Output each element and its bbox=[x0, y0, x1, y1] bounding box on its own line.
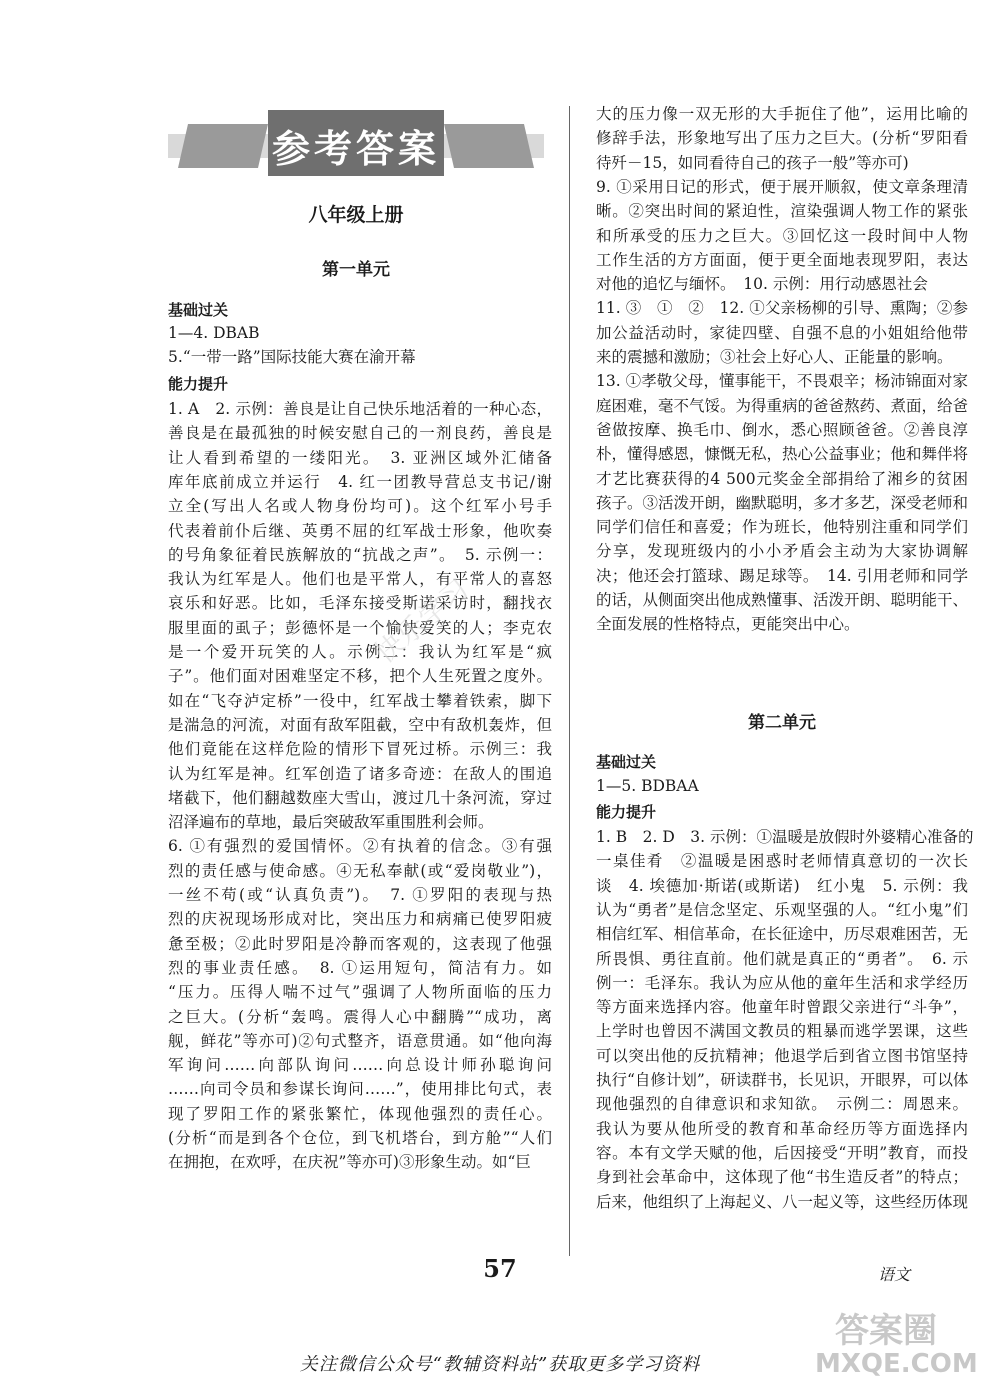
ability-answer-line: 如在“飞夺泸定桥”一役中，红军战士攀着铁索，脚下 bbox=[168, 691, 552, 710]
unit2-ability-line: 我认为要从他所受的教育和革命经历等方面选择内 bbox=[596, 1119, 968, 1138]
answer-line: 全面发展的性格特点，更能突出中心。 bbox=[596, 615, 860, 634]
ability-answer-line: 是一个爱开玩笑的人。示例二：我认为红军是“疯 bbox=[168, 643, 552, 661]
answer-line: 决；他还会打篮球、踢足球等。 14. 引用老师和同学 bbox=[596, 566, 968, 585]
unit2-ability-line: 现他强烈的自律意识和求知欲。 示例二：周恩来。 bbox=[596, 1095, 968, 1114]
unit2-ability-line: 可以突出他的反抗精神；他退学后到省立图书馆坚持 bbox=[596, 1046, 968, 1065]
ability-answer-line: 烈的事业责任感。 8. ①运用短句，简洁有力。如 bbox=[168, 958, 552, 977]
ability-answer-line: 是湍急的河流，对面有敌军阻截，空中有敌机轰炸，但 bbox=[168, 715, 552, 734]
basic-label: 基础过关 bbox=[168, 301, 229, 319]
banner-title: 参考答案 bbox=[271, 127, 440, 171]
answer-line: 朴，懂得感恩，慷慨无私，热心公益事业；他和舞伴将 bbox=[596, 445, 969, 464]
ability-answer-line: 服里面的虱子；彭德怀是一个愉快爱笑的人；李克农 bbox=[168, 618, 552, 637]
ability-answer-line: 一丝不苟(或“认真负责”)。 7. ①罗阳的表现与热 bbox=[168, 886, 552, 904]
ability-answer-line: 我认为红军是人。他们也是平常人，有平常人的喜怒 bbox=[168, 570, 552, 589]
unit2-ability-line: 一桌佳肴 ②温暖是困惑时老师情真意切的一次长 bbox=[596, 852, 968, 871]
answer-line: 来的震撼和激励；③社会上好心人、正能量的影响。 bbox=[596, 348, 953, 366]
unit2-ability-line: 上学时也曾因不满国文教员的粗暴而逃学罢课，这些 bbox=[596, 1022, 968, 1041]
ability-answer-line: 认为红军是神。红军创造了诸多奇迹：在敌人的围追 bbox=[168, 764, 552, 783]
answer-line: 爸做按摩、换毛巾、倒水，悉心照顾爸爸。②善良淳 bbox=[596, 420, 968, 439]
answer-line: 晰。②突出时间的紧迫性，渲染强调人物工作的紧张 bbox=[596, 202, 968, 221]
ability-answer-line: ……向司令员和参谋长询问……”，使用排比句式，表 bbox=[168, 1080, 552, 1099]
footer-notice: 关注微信公众号“教辅资料站”获取更多学习资料 bbox=[299, 1354, 701, 1375]
ability-answer-line: 立全(写出人名或人物身份均可)。这个红军小号手 bbox=[168, 497, 552, 516]
unit2-ability-line: 身到社会革命中，这体现了他“书生造反者”的特点； bbox=[596, 1168, 968, 1187]
unit2-basic-label: 基础过关 bbox=[596, 753, 657, 771]
unit2-title: 第二单元 bbox=[748, 713, 816, 733]
page-number: 57 bbox=[483, 1254, 517, 1283]
ability-answer-line: 现了罗阳工作的紧张繁忙，体现他强烈的责任心。 bbox=[168, 1104, 552, 1123]
basic-answer-line: 1—4. DBAB bbox=[168, 324, 260, 342]
ability-answer-line: 子”。他们面对困难坚定不移，把个人生死置之度外。 bbox=[168, 667, 552, 686]
ability-answer-line: 哀乐和好恶。比如，毛泽东接受斯诺采访时，翻找衣 bbox=[168, 594, 552, 613]
ability-answer-line: 烈的责任感与使命感。④无私奉献(或“爱岗敬业”)， bbox=[168, 861, 552, 880]
answer-line: 加公益活动时，家徒四壁、自强不息的小姐姐给他带 bbox=[596, 323, 968, 342]
ability-answer-line: (分析“而是到各个仓位，到飞机塔台，到方舱”“人们 bbox=[168, 1129, 552, 1147]
unit2-ability-line: 容。本有文学天赋的他，后因接受“开明”教育，而投 bbox=[596, 1143, 968, 1162]
answer-line: 才艺比赛获得的4 500元奖金全部捐给了湘乡的贫困 bbox=[596, 469, 968, 488]
answer-line: 分享，发现班级内的小小矛盾会主动为大家协调解 bbox=[596, 542, 968, 561]
ability-answer-line: 他们竟能在这样危险的情形下冒死过桥。示例三：我 bbox=[168, 740, 552, 759]
column-divider bbox=[569, 106, 570, 1256]
unit2-ability-line: 谈 4. 埃德加·斯诺(或斯诺) 红小鬼 5. 示例：我 bbox=[596, 876, 968, 895]
answer-line: 孩子。③活泼开朗，幽默聪明，多才多艺，深受老师和 bbox=[596, 493, 969, 512]
logo-url: MXQE.COM bbox=[815, 1349, 978, 1378]
answer-line: 工作生活的方方面面，便于更全面地表现罗阳，表达 bbox=[596, 250, 968, 269]
logo-text: 答案圈 bbox=[835, 1311, 937, 1351]
answer-line: 同学们信任和喜爱；作为班长，他特别注重和同学们 bbox=[596, 518, 968, 537]
answer-banner bbox=[168, 108, 544, 184]
grade-title: 八年级上册 bbox=[308, 204, 404, 226]
ability-answer-line: 沼泽遍布的草地，最后突破敌军重围胜利会师。 bbox=[168, 813, 494, 832]
ability-answer-line: 烈的庆祝现场形成对比，突出压力和病痛已使罗阳疲 bbox=[168, 910, 552, 929]
answer-line: 和所承受的压力之巨大。③回忆这一段时间中人物 bbox=[596, 226, 968, 245]
subject-label: 语文 bbox=[878, 1265, 911, 1284]
unit2-ability-label: 能力提升 bbox=[596, 803, 657, 821]
unit1-title: 第一单元 bbox=[322, 260, 390, 280]
unit2-ability-line: 等方面来选择内容。他童年时曾跟父亲进行“斗争”， bbox=[596, 998, 968, 1017]
answer-line: 修辞手法，形象地写出了压力之巨大。(分析“罗阳看 bbox=[596, 129, 968, 148]
ability-answer-line: “压力。压得人喘不过气”强调了人物所面临的压力 bbox=[168, 983, 552, 1002]
answer-line: 大的压力像一双无形的大手扼住了他”，运用比喻的 bbox=[596, 105, 968, 123]
unit2-basic-line: 1—5. BDBAA bbox=[596, 777, 699, 795]
ability-answer-line: 之巨大。(分析“轰鸣。震得人心中翻腾”“成功，离 bbox=[168, 1007, 552, 1026]
unit2-ability-line: 例一：毛泽东。我认为应从他的童年生活和求学经历 bbox=[596, 973, 968, 992]
ability-answer-line: 堵截下，他们翻越数座大雪山，渡过几十条河流，穿过 bbox=[168, 788, 552, 807]
ability-answer-line: 舰，鲜花”等亦可)②句式整齐，语意贯通。如“他向海 bbox=[168, 1031, 552, 1050]
ability-answer-line: 善良是在最孤独的时候安慰自己的一剂良药，善良是 bbox=[168, 424, 552, 443]
unit2-ability-line: 后来，他组织了上海起义、八一起义等，这些经历体现 bbox=[596, 1192, 969, 1211]
basic-answer-line: 5.“一带一路”国际技能大赛在渝开幕 bbox=[168, 348, 416, 367]
ability-label: 能力提升 bbox=[168, 375, 229, 393]
ability-answer-line: 6. ①有强烈的爱国情怀。②有执着的信念。③有强 bbox=[168, 837, 552, 856]
ability-answer-line: 库年底前成立并运行 4. 红一团教导营总支书记/谢 bbox=[168, 472, 552, 491]
unit2-ability-line: 所畏惧、勇往直前。他们就是真正的“勇者”。 6. 示 bbox=[596, 949, 968, 968]
answer-line: 待歼－15，如同看待自己的孩子一般”等亦可) bbox=[596, 153, 909, 172]
ability-answer-line: 惫至极；②此时罗阳是冷静而客观的，这表现了他强 bbox=[168, 934, 552, 953]
ability-answer-line: 1. A 2. 示例：善良是让自己快乐地活着的一种心态， bbox=[168, 400, 552, 418]
unit2-ability-line: 1. B 2. D 3. 示例：①温暖是放假时外婆精心准备的 bbox=[596, 828, 974, 846]
unit2-ability-line: 执行“自修计划”，研读群书，长见识，开眼界，可以体 bbox=[596, 1071, 969, 1089]
ability-answer-line: 的号角象征着民族解放的“抗战之声”。 5. 示例一： bbox=[168, 545, 552, 564]
answer-line: 9. ①采用日记的形式，便于展开顺叙，使文章条理清 bbox=[596, 177, 968, 196]
ability-answer-line: 代表着前仆后继、英勇不屈的红军战士形象，他吹奏 bbox=[168, 521, 552, 540]
ability-answer-line: 让人看到希望的一缕阳光。 3. 亚洲区域外汇储备 bbox=[168, 448, 552, 467]
answer-line: 对他的追忆与缅怀。 10. 示例：用行动感恩社会 bbox=[596, 275, 928, 294]
ability-answer-line: 军询问……向部队询问……向总设计师孙聪询问 bbox=[168, 1056, 552, 1075]
stamp-watermark: 快乐学习 bbox=[368, 572, 476, 670]
ability-answer-line: 在拥抱，在欢呼，在庆祝”等亦可)③形象生动。如“巨 bbox=[168, 1153, 531, 1172]
answer-line: 13. ①孝敬父母，懂事能干，不畏艰辛；杨沛锦面对家 bbox=[596, 372, 968, 391]
answer-line: 的话，从侧面突出他成熟懂事、活泼开朗、聪明能干、 bbox=[596, 591, 969, 609]
unit2-ability-line: 相信红军、相信革命，在长征途中，历尽艰难困苦，无 bbox=[596, 925, 969, 944]
unit2-ability-line: 认为“勇者”是信念坚定、乐观坚强的人。“红小鬼”们 bbox=[596, 900, 968, 919]
answer-line: 庭困难，毫不气馁。为得重病的爸爸熬药、煮面，给爸 bbox=[596, 396, 969, 415]
answer-line: 11. ③ ① ② 12. ①父亲杨柳的引导、熏陶；②参 bbox=[596, 299, 968, 318]
